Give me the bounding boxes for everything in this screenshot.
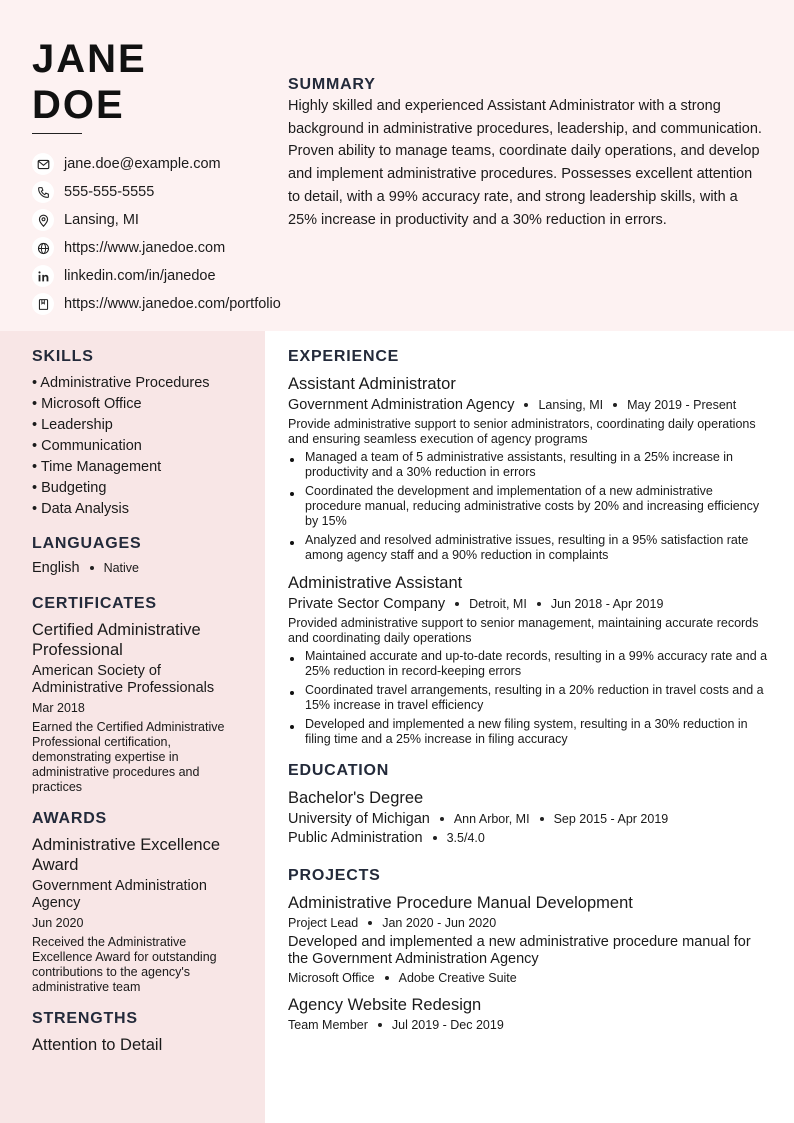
award-date: Jun 2020 [32, 916, 84, 930]
summary-heading: SUMMARY [288, 76, 376, 93]
contact-linkedin[interactable] [32, 262, 322, 290]
certificate-description: Earned the Certified Administrative Professional certification, demonstrating expertise in administrative procedures and practices [32, 720, 225, 794]
project-role: Team Member [288, 1018, 368, 1032]
portfolio-icon [32, 293, 54, 315]
location-pin-icon [32, 209, 54, 231]
strengths-heading: STRENGTHS [32, 1010, 138, 1027]
contact-location-text: Lansing, MI [64, 212, 139, 228]
job-bullet: Developed and implemented a new filing system, resulting in a 30% reduction in filing time and a 25% increase in filing accuracy [288, 717, 770, 747]
project-entry [288, 995, 770, 1032]
name-first: JANE [32, 37, 147, 81]
education-gpa: 3.5/4.0 [446, 831, 485, 845]
contact-email-text: jane.doe@example.com [64, 156, 221, 172]
contact-portfolio-text: https://www.janedoe.com/portfolio [64, 296, 281, 312]
job-entry [288, 374, 770, 563]
separator-dot [378, 1023, 382, 1027]
contact-list [32, 150, 322, 318]
contact-linkedin-text: linkedin.com/in/janedoe [64, 268, 216, 284]
separator-dot [524, 403, 528, 407]
name-divider [32, 133, 82, 134]
job-location: Detroit, MI [469, 597, 527, 611]
job-company: Private Sector Company [288, 596, 446, 612]
contact-website-text: https://www.janedoe.com [64, 240, 226, 256]
phone-icon [32, 181, 54, 203]
skills-list [32, 373, 247, 520]
job-bullets [288, 450, 770, 563]
summary-section [288, 75, 768, 231]
main-content [288, 347, 770, 1032]
separator-dot [613, 403, 617, 407]
project-tool: Adobe Creative Suite [398, 971, 517, 985]
education-degree: Bachelor's Degree [288, 789, 424, 807]
languages-heading: LANGUAGES [32, 535, 142, 552]
project-role: Project Lead [288, 916, 359, 930]
strength-item: Attention to Detail [32, 1036, 163, 1054]
education-heading: EDUCATION [288, 762, 390, 779]
education-meta [288, 811, 770, 827]
award-description: Received the Administrative Excellence Award for outstanding contributions to the agency's administrative team [32, 935, 217, 994]
project-description: Developed and implemented a new administrative procedure manual for the Government Administration Agency [288, 934, 751, 967]
separator-dot [540, 817, 544, 821]
skill-item: • Data Analysis [32, 501, 129, 517]
job-title: Administrative Assistant [288, 574, 463, 592]
job-bullet: Coordinated the development and implementation of a new administrative procedure manual, reducing administrative costs by 20% and increasing efficiency by 15% [288, 484, 770, 529]
job-meta [288, 596, 770, 612]
education-location: Ann Arbor, MI [453, 812, 530, 826]
language-level: Native [103, 561, 139, 575]
contact-website[interactable] [32, 234, 322, 262]
contact-portfolio[interactable] [32, 290, 322, 318]
project-dates: Jul 2019 - Dec 2019 [391, 1018, 504, 1032]
education-dates: Sep 2015 - Apr 2019 [553, 812, 669, 826]
project-meta [288, 916, 770, 930]
awards-heading: AWARDS [32, 810, 108, 827]
project-name: Administrative Procedure Manual Development [288, 894, 633, 912]
job-dates: Jun 2018 - Apr 2019 [550, 597, 664, 611]
skills-heading: SKILLS [32, 348, 94, 365]
certificates-heading: CERTIFICATES [32, 595, 157, 612]
award-name: Administrative Excellence Award [32, 836, 220, 874]
name-last: DOE [32, 83, 125, 127]
skill-item: • Time Management [32, 459, 162, 475]
job-bullets [288, 649, 770, 747]
separator-dot [433, 836, 437, 840]
job-company: Government Administration Agency [288, 397, 515, 413]
job-bullet: Coordinated travel arrangements, resulting in a 20% reduction in travel costs and a 15% increase in travel efficiency [288, 683, 770, 713]
job-title: Assistant Administrator [288, 375, 456, 393]
experience-heading: EXPERIENCE [288, 348, 400, 365]
contact-email[interactable] [32, 150, 322, 178]
education-entry [288, 788, 770, 846]
job-dates: May 2019 - Present [627, 398, 737, 412]
project-tool: Microsoft Office [288, 971, 375, 985]
contact-phone-text: 555-555-5555 [64, 184, 155, 200]
job-bullet: Analyzed and resolved administrative issues, resulting in a 95% satisfaction rate among agency staff and a 90% reduction in complaints [288, 533, 770, 563]
education-school: University of Michigan [288, 811, 430, 827]
separator-dot [455, 602, 459, 606]
language-item [32, 560, 247, 576]
separator-dot [385, 976, 389, 980]
job-bullet: Maintained accurate and up-to-date records, resulting in a 99% accuracy rate and a 25% reduction in record-keeping errors [288, 649, 770, 679]
job-description: Provided administrative support to senior management, maintaining accurate records and coordinating daily operations [288, 616, 759, 645]
projects-heading: PROJECTS [288, 867, 381, 884]
summary-text: Highly skilled and experienced Assistant Administrator with a strong background in administrative procedures, leadership, and communication. Proven ability to manage teams, coordinate daily operations, and develop and implement administrative procedures. Possesses excellent attention to detail, with a 99% accuracy rate, and strong leadership skills, with a 25% increase in productivity and a 30% reduction in errors. [288, 98, 762, 228]
project-meta [288, 1018, 770, 1032]
skill-item: • Microsoft Office [32, 396, 142, 412]
mail-icon [32, 153, 54, 175]
candidate-name [32, 36, 147, 128]
education-field: Public Administration [288, 830, 423, 846]
separator-dot [537, 602, 541, 606]
certificate-issuer: American Society of Administrative Professionals [32, 663, 215, 696]
skill-item: • Budgeting [32, 480, 107, 496]
job-description: Provide administrative support to senior administrators, coordinating daily operations and ensuring seamless execution of agency programs [288, 417, 756, 446]
globe-icon [32, 237, 54, 259]
contact-phone[interactable] [32, 178, 322, 206]
language-name: English [32, 560, 80, 576]
job-entry [288, 573, 770, 747]
certificate-name: Certified Administrative Professional [32, 621, 201, 659]
separator-dot [440, 817, 444, 821]
education-field-row [288, 830, 770, 846]
project-dates: Jan 2020 - Jun 2020 [382, 916, 497, 930]
separator-dot [368, 921, 372, 925]
skill-item: • Communication [32, 438, 142, 454]
sidebar [32, 347, 247, 1055]
award-issuer: Government Administration Agency [32, 878, 207, 911]
skill-item: • Leadership [32, 417, 113, 433]
project-name: Agency Website Redesign [288, 996, 482, 1014]
job-meta [288, 397, 770, 413]
job-bullet: Managed a team of 5 administrative assistants, resulting in a 25% increase in productivity and a 30% reduction in errors [288, 450, 770, 480]
project-tools [288, 971, 770, 985]
skill-item: • Administrative Procedures [32, 375, 210, 391]
project-entry [288, 893, 770, 985]
certificate-date: Mar 2018 [32, 701, 85, 715]
contact-location [32, 206, 322, 234]
separator-dot [90, 566, 94, 570]
job-location: Lansing, MI [538, 398, 604, 412]
linkedin-icon [32, 265, 54, 287]
